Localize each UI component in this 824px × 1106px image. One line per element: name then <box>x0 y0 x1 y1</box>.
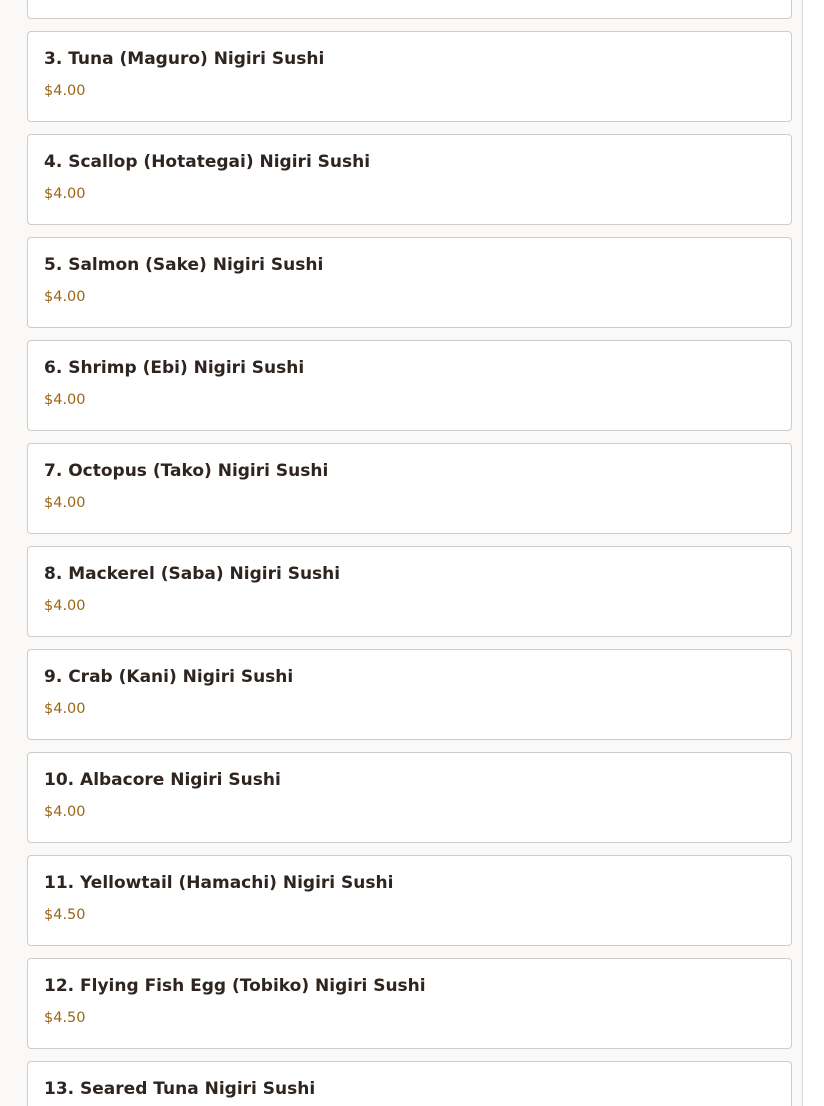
menu-item-price: $4.00 <box>44 495 86 511</box>
menu-item-price: $4.00 <box>44 392 86 408</box>
menu-item-card[interactable] <box>27 1061 792 1106</box>
menu-item-name: 6. Shrimp (Ebi) Nigiri Sushi <box>44 358 305 378</box>
menu-item-name: 4. Scallop (Hotategai) Nigiri Sushi <box>44 152 371 172</box>
menu-item-price: $4.00 <box>44 804 86 820</box>
menu-item-card[interactable] <box>27 237 792 328</box>
menu-item-card[interactable] <box>27 443 792 534</box>
menu-item-list <box>27 0 792 1106</box>
menu-item-name: 10. Albacore Nigiri Sushi <box>44 770 281 790</box>
menu-item-name: 3. Tuna (Maguro) Nigiri Sushi <box>44 49 325 69</box>
menu-item-price: $4.00 <box>44 598 86 614</box>
menu-item-price: $4.00 <box>44 83 86 99</box>
menu-item-name: 13. Seared Tuna Nigiri Sushi <box>44 1079 316 1099</box>
menu-item-card[interactable] <box>27 855 792 946</box>
menu-item-price: $4.00 <box>44 289 86 305</box>
menu-item-name: 7. Octopus (Tako) Nigiri Sushi <box>44 461 329 481</box>
menu-item-card[interactable] <box>27 340 792 431</box>
menu-item-card[interactable] <box>27 958 792 1049</box>
menu-item-name: 9. Crab (Kani) Nigiri Sushi <box>44 667 294 687</box>
menu-item-name: 11. Yellowtail (Hamachi) Nigiri Sushi <box>44 873 394 893</box>
menu-item-card[interactable] <box>27 31 792 122</box>
menu-item-name: 8. Mackerel (Saba) Nigiri Sushi <box>44 564 341 584</box>
menu-item-price: $4.00 <box>44 701 86 717</box>
menu-item-price: $4.50 <box>44 1010 86 1026</box>
menu-item-name: 5. Salmon (Sake) Nigiri Sushi <box>44 255 324 275</box>
menu-item-card[interactable] <box>27 649 792 740</box>
menu-item-price: $4.00 <box>44 186 86 202</box>
menu-item-card[interactable] <box>27 134 792 225</box>
menu-item-card[interactable] <box>27 752 792 843</box>
menu-item-card[interactable] <box>27 0 792 19</box>
menu-item-name: 12. Flying Fish Egg (Tobiko) Nigiri Sushi <box>44 976 426 996</box>
menu-item-card[interactable] <box>27 546 792 637</box>
menu-item-price: $4.50 <box>44 907 86 923</box>
